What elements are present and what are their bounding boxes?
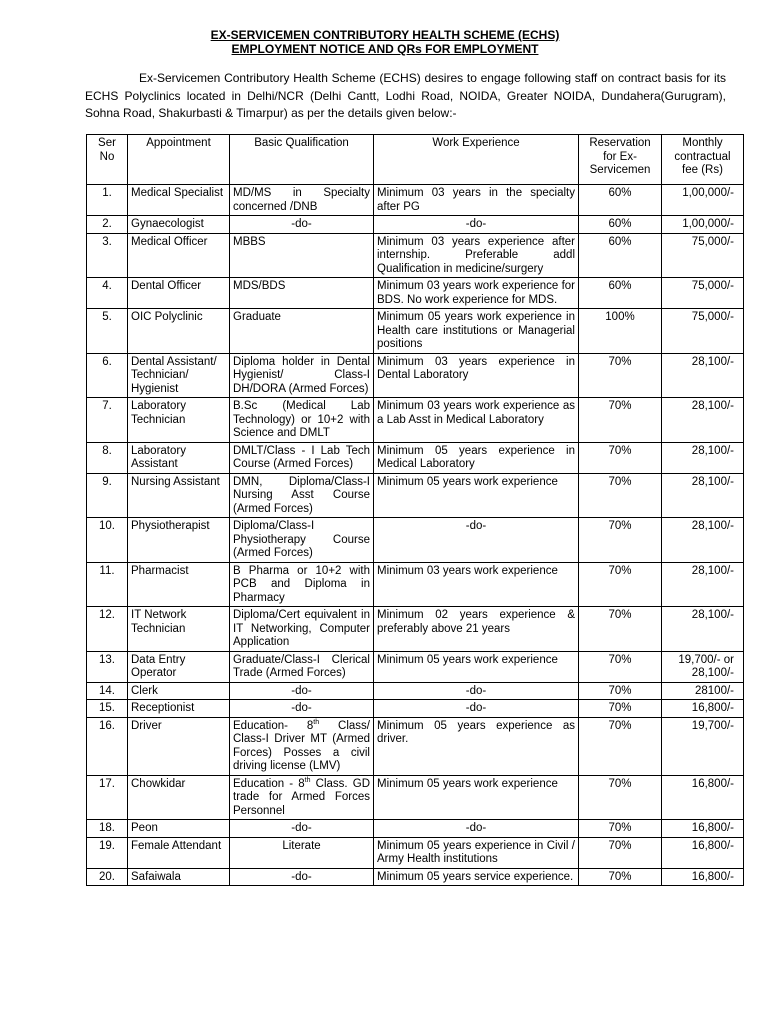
reservation-cell: 70% — [579, 837, 662, 868]
fee-cell: 28,100/- — [662, 473, 744, 518]
reservation-cell: 60% — [579, 278, 662, 309]
qualification-cell: -do- — [230, 216, 374, 234]
qualification-cell: Graduate/Class-I Clerical Trade (Armed Forces) — [230, 651, 374, 682]
experience-cell: Minimum 03 years in the specialty after PG — [374, 185, 579, 216]
appointment-cell: OIC Polyclinic — [128, 309, 230, 354]
table-row — [87, 868, 744, 886]
qualification-cell: DMN, Diploma/Class-I Nursing Asst Course (Armed Forces) — [230, 473, 374, 518]
vacancy-table — [86, 134, 744, 886]
reservation-cell: 70% — [579, 562, 662, 607]
ser-no-cell: 19. — [87, 837, 128, 868]
experience-cell: -do- — [374, 216, 579, 234]
appointment-cell: Pharmacist — [128, 562, 230, 607]
col-header-reservation: Reservation for Ex-Servicemen — [579, 135, 662, 185]
appointment-cell: Medical Specialist — [128, 185, 230, 216]
qualification-cell: DMLT/Class - I Lab Tech Course (Armed Forces) — [230, 442, 374, 473]
table-row — [87, 473, 744, 518]
fee-cell: 1,00,000/- — [662, 185, 744, 216]
ser-no-cell: 18. — [87, 820, 128, 838]
appointment-cell: Safaiwala — [128, 868, 230, 886]
ser-no-cell: 14. — [87, 682, 128, 700]
experience-cell: -do- — [374, 700, 579, 718]
fee-cell: 28,100/- — [662, 398, 744, 443]
table-row — [87, 398, 744, 443]
experience-cell: Minimum 03 years work experience for BDS. No work experience for MDS. — [374, 278, 579, 309]
fee-cell: 16,800/- — [662, 837, 744, 868]
reservation-cell: 70% — [579, 398, 662, 443]
document-title: EX-SERVICEMEN CONTRIBUTORY HEALTH SCHEME (ECHS) — [210, 28, 560, 42]
reservation-cell: 70% — [579, 607, 662, 652]
ser-no-cell: 11. — [87, 562, 128, 607]
experience-cell: Minimum 05 years service experience. — [374, 868, 579, 886]
experience-cell: Minimum 03 years work experience as a Lab Asst in Medical Laboratory — [374, 398, 579, 443]
reservation-cell: 100% — [579, 309, 662, 354]
qualification-text-rest: Class. GD trade for Armed Forces Personnel — [233, 777, 371, 817]
experience-cell: Minimum 05 years work experience — [374, 651, 579, 682]
table-row — [87, 820, 744, 838]
appointment-cell: Physiotherapist — [128, 518, 230, 563]
qualification-cell: MDS/BDS — [230, 278, 374, 309]
qualification-cell: B Pharma or 10+2 with PCB and Diploma in Pharmacy — [230, 562, 374, 607]
ser-no-cell: 3. — [87, 233, 128, 278]
col-header-ser: Ser No — [87, 135, 128, 185]
ser-no-cell: 20. — [87, 868, 128, 886]
ser-no-cell: 12. — [87, 607, 128, 652]
appointment-cell: Driver — [128, 717, 230, 775]
document-subtitle: EMPLOYMENT NOTICE AND QRs FOR EMPLOYMENT — [231, 42, 539, 56]
appointment-cell: IT Network Technician — [128, 607, 230, 652]
qualification-cell: -do- — [230, 700, 374, 718]
ser-no-cell: 16. — [87, 717, 128, 775]
fee-cell: 28,100/- — [662, 518, 744, 563]
reservation-cell: 70% — [579, 820, 662, 838]
ser-no-cell: 7. — [87, 398, 128, 443]
ser-no-cell: 6. — [87, 353, 128, 398]
experience-cell: Minimum 05 years work experience — [374, 775, 579, 820]
table-row — [87, 717, 744, 775]
ser-no-cell: 15. — [87, 700, 128, 718]
ser-no-cell: 5. — [87, 309, 128, 354]
qualification-cell — [230, 775, 374, 820]
experience-cell: -do- — [374, 682, 579, 700]
col-header-fee: Monthly contractual fee (Rs) — [662, 135, 744, 185]
experience-cell: Minimum 03 years experience in Dental Laboratory — [374, 353, 579, 398]
col-header-experience: Work Experience — [374, 135, 579, 185]
reservation-cell: 60% — [579, 233, 662, 278]
experience-cell: -do- — [374, 518, 579, 563]
table-row — [87, 309, 744, 354]
qualification-cell — [230, 717, 374, 775]
ordinal-suffix: th — [304, 776, 311, 784]
appointment-cell: Chowkidar — [128, 775, 230, 820]
table-row — [87, 651, 744, 682]
reservation-cell: 70% — [579, 518, 662, 563]
table-row — [87, 562, 744, 607]
fee-cell: 28,100/- — [662, 607, 744, 652]
appointment-cell: Dental Officer — [128, 278, 230, 309]
col-header-qualification: Basic Qualification — [230, 135, 374, 185]
experience-cell: Minimum 05 years experience in Civil / Army Health institutions — [374, 837, 579, 868]
experience-cell: Minimum 05 years work experience — [374, 473, 579, 518]
appointment-cell: Receptionist — [128, 700, 230, 718]
reservation-cell: 70% — [579, 353, 662, 398]
appointment-cell: Clerk — [128, 682, 230, 700]
fee-cell: 19,700/- — [662, 717, 744, 775]
intro-paragraph: Ex-Servicemen Contributory Health Scheme (ECHS) desires to engage following staff on contract basis for its ECHS Polyclinics located in Delhi/NCR (Delhi Cantt, Lodhi Road, NOIDA, Greater NOIDA, Dundahera(Gurugram), Sohna Road, Shakurbasti & Timarpur) as per the details given below:- — [85, 71, 726, 120]
fee-cell: 28100/- — [662, 682, 744, 700]
table-row — [87, 775, 744, 820]
fee-cell: 28,100/- — [662, 442, 744, 473]
fee-cell: 1,00,000/- — [662, 216, 744, 234]
reservation-cell: 70% — [579, 682, 662, 700]
qualification-cell: -do- — [230, 820, 374, 838]
qualification-cell: Diploma holder in Dental Hygienist/ Class-I DH/DORA (Armed Forces) — [230, 353, 374, 398]
appointment-cell: Medical Officer — [128, 233, 230, 278]
fee-cell: 75,000/- — [662, 278, 744, 309]
appointment-cell: Data Entry Operator — [128, 651, 230, 682]
ser-no-cell: 9. — [87, 473, 128, 518]
experience-cell: Minimum 05 years experience as driver. — [374, 717, 579, 775]
qualification-cell: MD/MS in Specialty concerned /DNB — [230, 185, 374, 216]
qualification-cell: -do- — [230, 868, 374, 886]
qualification-text-rest: Class/ Class-I Driver MT (Armed Forces) Posses a civil driving license (LMV) — [233, 719, 370, 772]
experience-cell: Minimum 03 years work experience — [374, 562, 579, 607]
ordinal-suffix: th — [313, 718, 320, 726]
ser-no-cell: 17. — [87, 775, 128, 820]
fee-cell: 28,100/- — [662, 353, 744, 398]
fee-cell: 16,800/- — [662, 775, 744, 820]
qualification-text: Education - 8 — [233, 777, 305, 790]
experience-cell: Minimum 03 years experience after internship. Preferable addl Qualification in medicine/surgery — [374, 233, 579, 278]
ser-no-cell: 2. — [87, 216, 128, 234]
col-header-appointment: Appointment — [128, 135, 230, 185]
table-row — [87, 216, 744, 234]
table-row — [87, 607, 744, 652]
table-row — [87, 185, 744, 216]
qualification-cell: -do- — [230, 682, 374, 700]
fee-cell: 75,000/- — [662, 233, 744, 278]
fee-cell: 75,000/- — [662, 309, 744, 354]
qualification-text: Education- 8 — [233, 719, 314, 732]
table-row — [87, 837, 744, 868]
ser-no-cell: 10. — [87, 518, 128, 563]
fee-cell: 16,800/- — [662, 820, 744, 838]
qualification-cell: MBBS — [230, 233, 374, 278]
experience-cell: Minimum 02 years experience & preferably above 21 years — [374, 607, 579, 652]
reservation-cell: 60% — [579, 216, 662, 234]
fee-cell: 16,800/- — [662, 700, 744, 718]
appointment-cell: Female Attendant — [128, 837, 230, 868]
experience-cell: Minimum 05 years work experience in Health care institutions or Managerial positions — [374, 309, 579, 354]
qualification-cell: Graduate — [230, 309, 374, 354]
table-row — [87, 518, 744, 563]
reservation-cell: 70% — [579, 717, 662, 775]
appointment-cell: Dental Assistant/ Technician/ Hygienist — [128, 353, 230, 398]
appointment-cell: Gynaecologist — [128, 216, 230, 234]
appointment-cell: Laboratory Assistant — [128, 442, 230, 473]
table-row — [87, 353, 744, 398]
ser-no-cell: 13. — [87, 651, 128, 682]
qualification-cell: Diploma/Class-I Physiotherapy Course (Armed Forces) — [230, 518, 374, 563]
experience-cell: Minimum 05 years experience in Medical Laboratory — [374, 442, 579, 473]
appointment-cell: Laboratory Technician — [128, 398, 230, 443]
qualification-cell: Diploma/Cert equivalent in IT Networking, Computer Application — [230, 607, 374, 652]
experience-cell: -do- — [374, 820, 579, 838]
table-row — [87, 682, 744, 700]
reservation-cell: 70% — [579, 651, 662, 682]
ser-no-cell: 8. — [87, 442, 128, 473]
table-row — [87, 278, 744, 309]
reservation-cell: 70% — [579, 473, 662, 518]
appointment-cell: Nursing Assistant — [128, 473, 230, 518]
fee-cell: 28,100/- — [662, 562, 744, 607]
reservation-cell: 70% — [579, 442, 662, 473]
qualification-cell: Literate — [230, 837, 374, 868]
reservation-cell: 70% — [579, 775, 662, 820]
ser-no-cell: 4. — [87, 278, 128, 309]
reservation-cell: 70% — [579, 868, 662, 886]
fee-cell: 16,800/- — [662, 868, 744, 886]
reservation-cell: 70% — [579, 700, 662, 718]
fee-cell: 19,700/- or 28,100/- — [662, 651, 744, 682]
table-header-row — [87, 135, 744, 185]
reservation-cell: 60% — [579, 185, 662, 216]
appointment-cell: Peon — [128, 820, 230, 838]
qualification-cell: B.Sc (Medical Lab Technology) or 10+2 with Science and DMLT — [230, 398, 374, 443]
table-row — [87, 233, 744, 278]
table-row — [87, 442, 744, 473]
ser-no-cell: 1. — [87, 185, 128, 216]
table-row — [87, 700, 744, 718]
